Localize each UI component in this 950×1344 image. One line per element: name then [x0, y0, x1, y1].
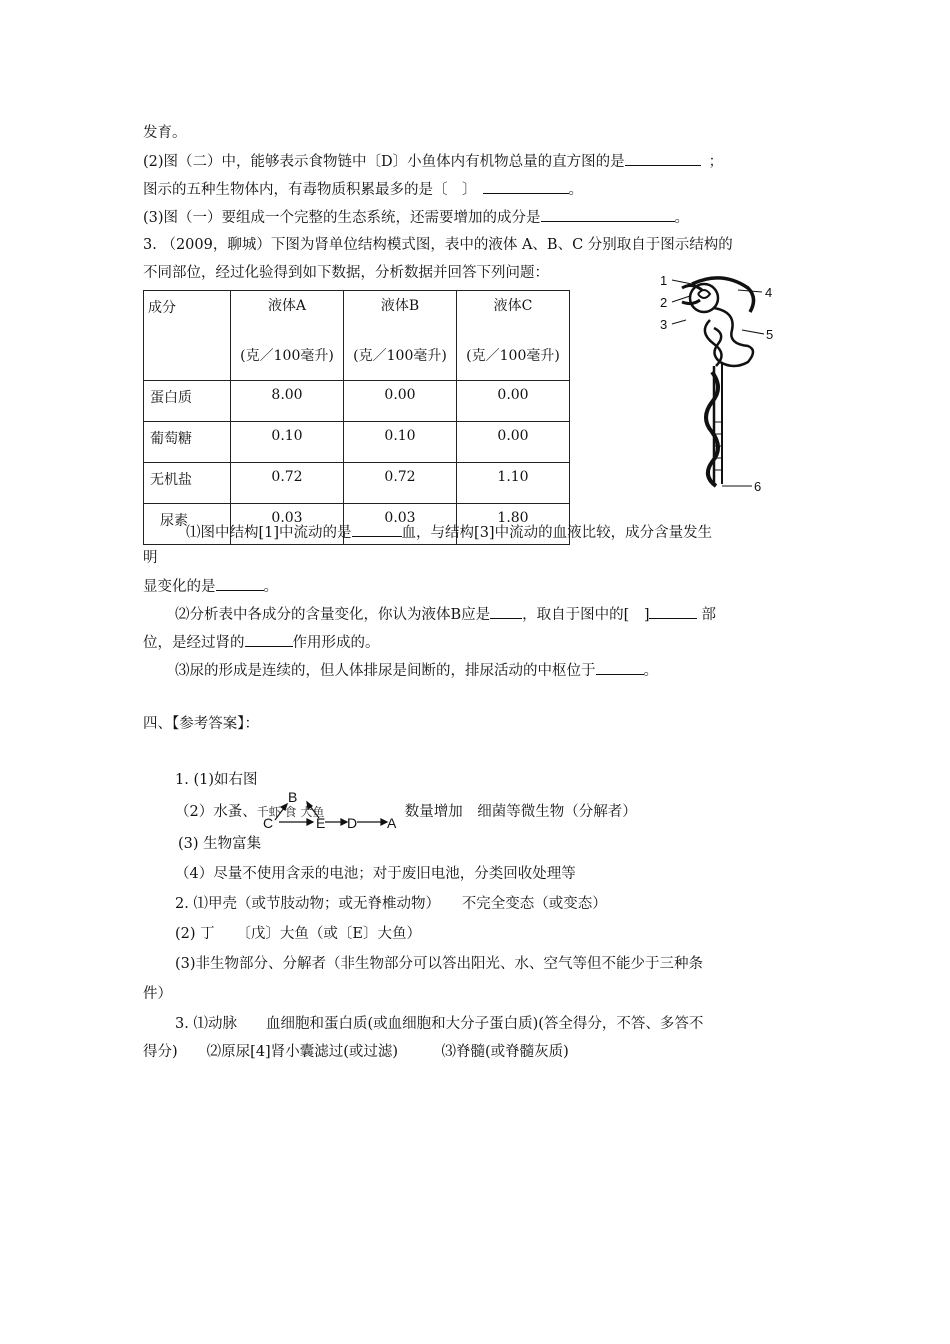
sub-question-3: ⑶尿的形成是连续的，但人体排尿是间断的，排尿活动的中枢位于 。 — [175, 660, 658, 681]
question-2-line: (2)图（二）中，能够表示食物链中〔D〕小鱼体内有机物总量的直方图的是 ； — [143, 151, 723, 172]
table-cell: 0.03 — [231, 504, 344, 545]
table-cell: 1.80 — [457, 504, 570, 545]
row-label: 无机盐 — [144, 463, 231, 504]
diagram-label-5: 5 — [766, 327, 774, 342]
label-5-leader — [742, 330, 764, 334]
chain-node-d: D — [347, 815, 358, 831]
blood-vessel — [692, 278, 754, 312]
table-row — [144, 463, 570, 504]
sub-question-1-cont: 显变化的是 。 — [143, 576, 278, 597]
answer-blank[interactable] — [483, 179, 569, 194]
answer-2-2: (2) 丁 〔戊〕大鱼（或〔E〕大鱼） — [175, 926, 421, 942]
section-heading: 四、【参考答案】： — [143, 716, 259, 732]
answer-1-4: （4）尽量不使用含汞的电池；对于废旧电池，分类回收处理等 — [175, 866, 576, 882]
text-line: 发育。 — [143, 125, 187, 141]
diagram-label-2: 2 — [660, 295, 668, 310]
diagram-label-6: 6 — [754, 479, 762, 494]
row-label: 蛋白质 — [144, 381, 231, 422]
table-cell: 0.72 — [344, 463, 457, 504]
table-cell: 8.00 — [231, 381, 344, 422]
table-cell: 0.00 — [457, 381, 570, 422]
glomerulus — [698, 290, 710, 298]
table-header-cell: 液体B (克／100毫升) — [344, 291, 457, 381]
answer-1-3: (3) 生物富集 — [178, 836, 262, 852]
label-2-leader — [672, 296, 690, 302]
table-cell: 0.03 — [344, 504, 457, 545]
sub-question-2: ⑵分析表中各成分的含量变化，你认为液体B应是 ，取自于图中的[ ] 部 — [175, 604, 716, 625]
question-2-line-2: 图示的五种生物体内，有毒物质积累最多的是〔 〕 。 — [143, 179, 583, 200]
row-label: 葡萄糖 — [144, 422, 231, 463]
table-row — [144, 381, 570, 422]
answer-blank[interactable] — [596, 660, 644, 675]
answer-3-cont: 得分) ⑵原尿[4]肾小囊滤过(或过滤) ⑶脊髓(或脊髓灰质) — [143, 1044, 569, 1060]
table-header-cell: 液体C (克／100毫升) — [457, 291, 570, 381]
answer-1-1: 1. (1)如右图 — [175, 772, 258, 788]
chain-node-b: B — [288, 789, 298, 805]
fluid-composition-table — [143, 290, 570, 545]
answer-blank[interactable] — [625, 151, 701, 166]
table-cell: 0.10 — [344, 422, 457, 463]
answer-3: 3. ⑴动脉 血细胞和蛋白质(或血细胞和大分子蛋白质)(答全得分，不答、多答不 — [175, 1016, 704, 1032]
answer-2-3-cont: 件） — [143, 986, 172, 1002]
sub-question-2-cont: 位，是经过肾的 作用形成的。 — [143, 632, 380, 653]
chain-node-e: E — [316, 815, 326, 831]
table-header-row — [144, 291, 570, 381]
answer-blank[interactable] — [541, 207, 675, 222]
table-row — [144, 422, 570, 463]
diagram-label-1: 1 — [660, 273, 668, 288]
answer-blank[interactable] — [245, 632, 293, 647]
question-3-line: (3)图（一）要组成一个完整的生态系统，还需要增加的成分是 。 — [143, 207, 689, 228]
diagram-label-4: 4 — [765, 285, 773, 300]
capillary — [706, 372, 718, 486]
row-label: 尿素 — [144, 504, 231, 545]
table-cell: 1.10 — [457, 463, 570, 504]
table-cell: 0.00 — [457, 422, 570, 463]
table-cell: 0.00 — [344, 381, 457, 422]
diagram-label-3: 3 — [660, 317, 668, 332]
table-header-cell: 成分 — [144, 291, 231, 381]
table-cell: 0.72 — [231, 463, 344, 504]
answer-1-2: （2）水蚤、千虾 食 大鱼 数量增加 细菌等微生物（分解者） — [175, 804, 637, 820]
table-header-cell: 液体A (克／100毫升) — [231, 291, 344, 381]
chain-node-a: A — [387, 815, 397, 831]
sub-question-1-wrap: 明 — [143, 550, 158, 566]
sub-question-1: ⑴图中结构[1]中流动的是 血，与结构[3]中流动的血液比较，成分含量发生 — [186, 522, 712, 543]
problem-3-intro-2: 不同部位，经过化验得到如下数据，分析数据并回答下列问题： — [143, 265, 549, 281]
nephron-diagram — [652, 272, 782, 500]
answer-blank[interactable] — [649, 604, 697, 619]
convoluted-tubule — [714, 308, 753, 366]
answer-blank[interactable] — [352, 522, 402, 537]
answer-2-1: 2. ⑴甲壳（或节肢动物；或无脊椎动物） 不完全变态（或变态） — [175, 896, 607, 912]
problem-3-intro: 3. （2009，聊城）下图为肾单位结构模式图，表中的液体 A、B、C 分别取自于图示结构的 — [143, 237, 733, 253]
answer-blank[interactable] — [490, 604, 522, 619]
table-cell: 0.10 — [231, 422, 344, 463]
answer-blank[interactable] — [216, 576, 264, 591]
label-3-leader — [672, 320, 686, 324]
answer-2-3: (3)非生物部分、分解者（非生物部分可以答出阳光、水、空气等但不能少于三种条 — [175, 956, 704, 972]
label-1-leader — [672, 280, 692, 284]
chain-node-c: C — [263, 815, 274, 831]
